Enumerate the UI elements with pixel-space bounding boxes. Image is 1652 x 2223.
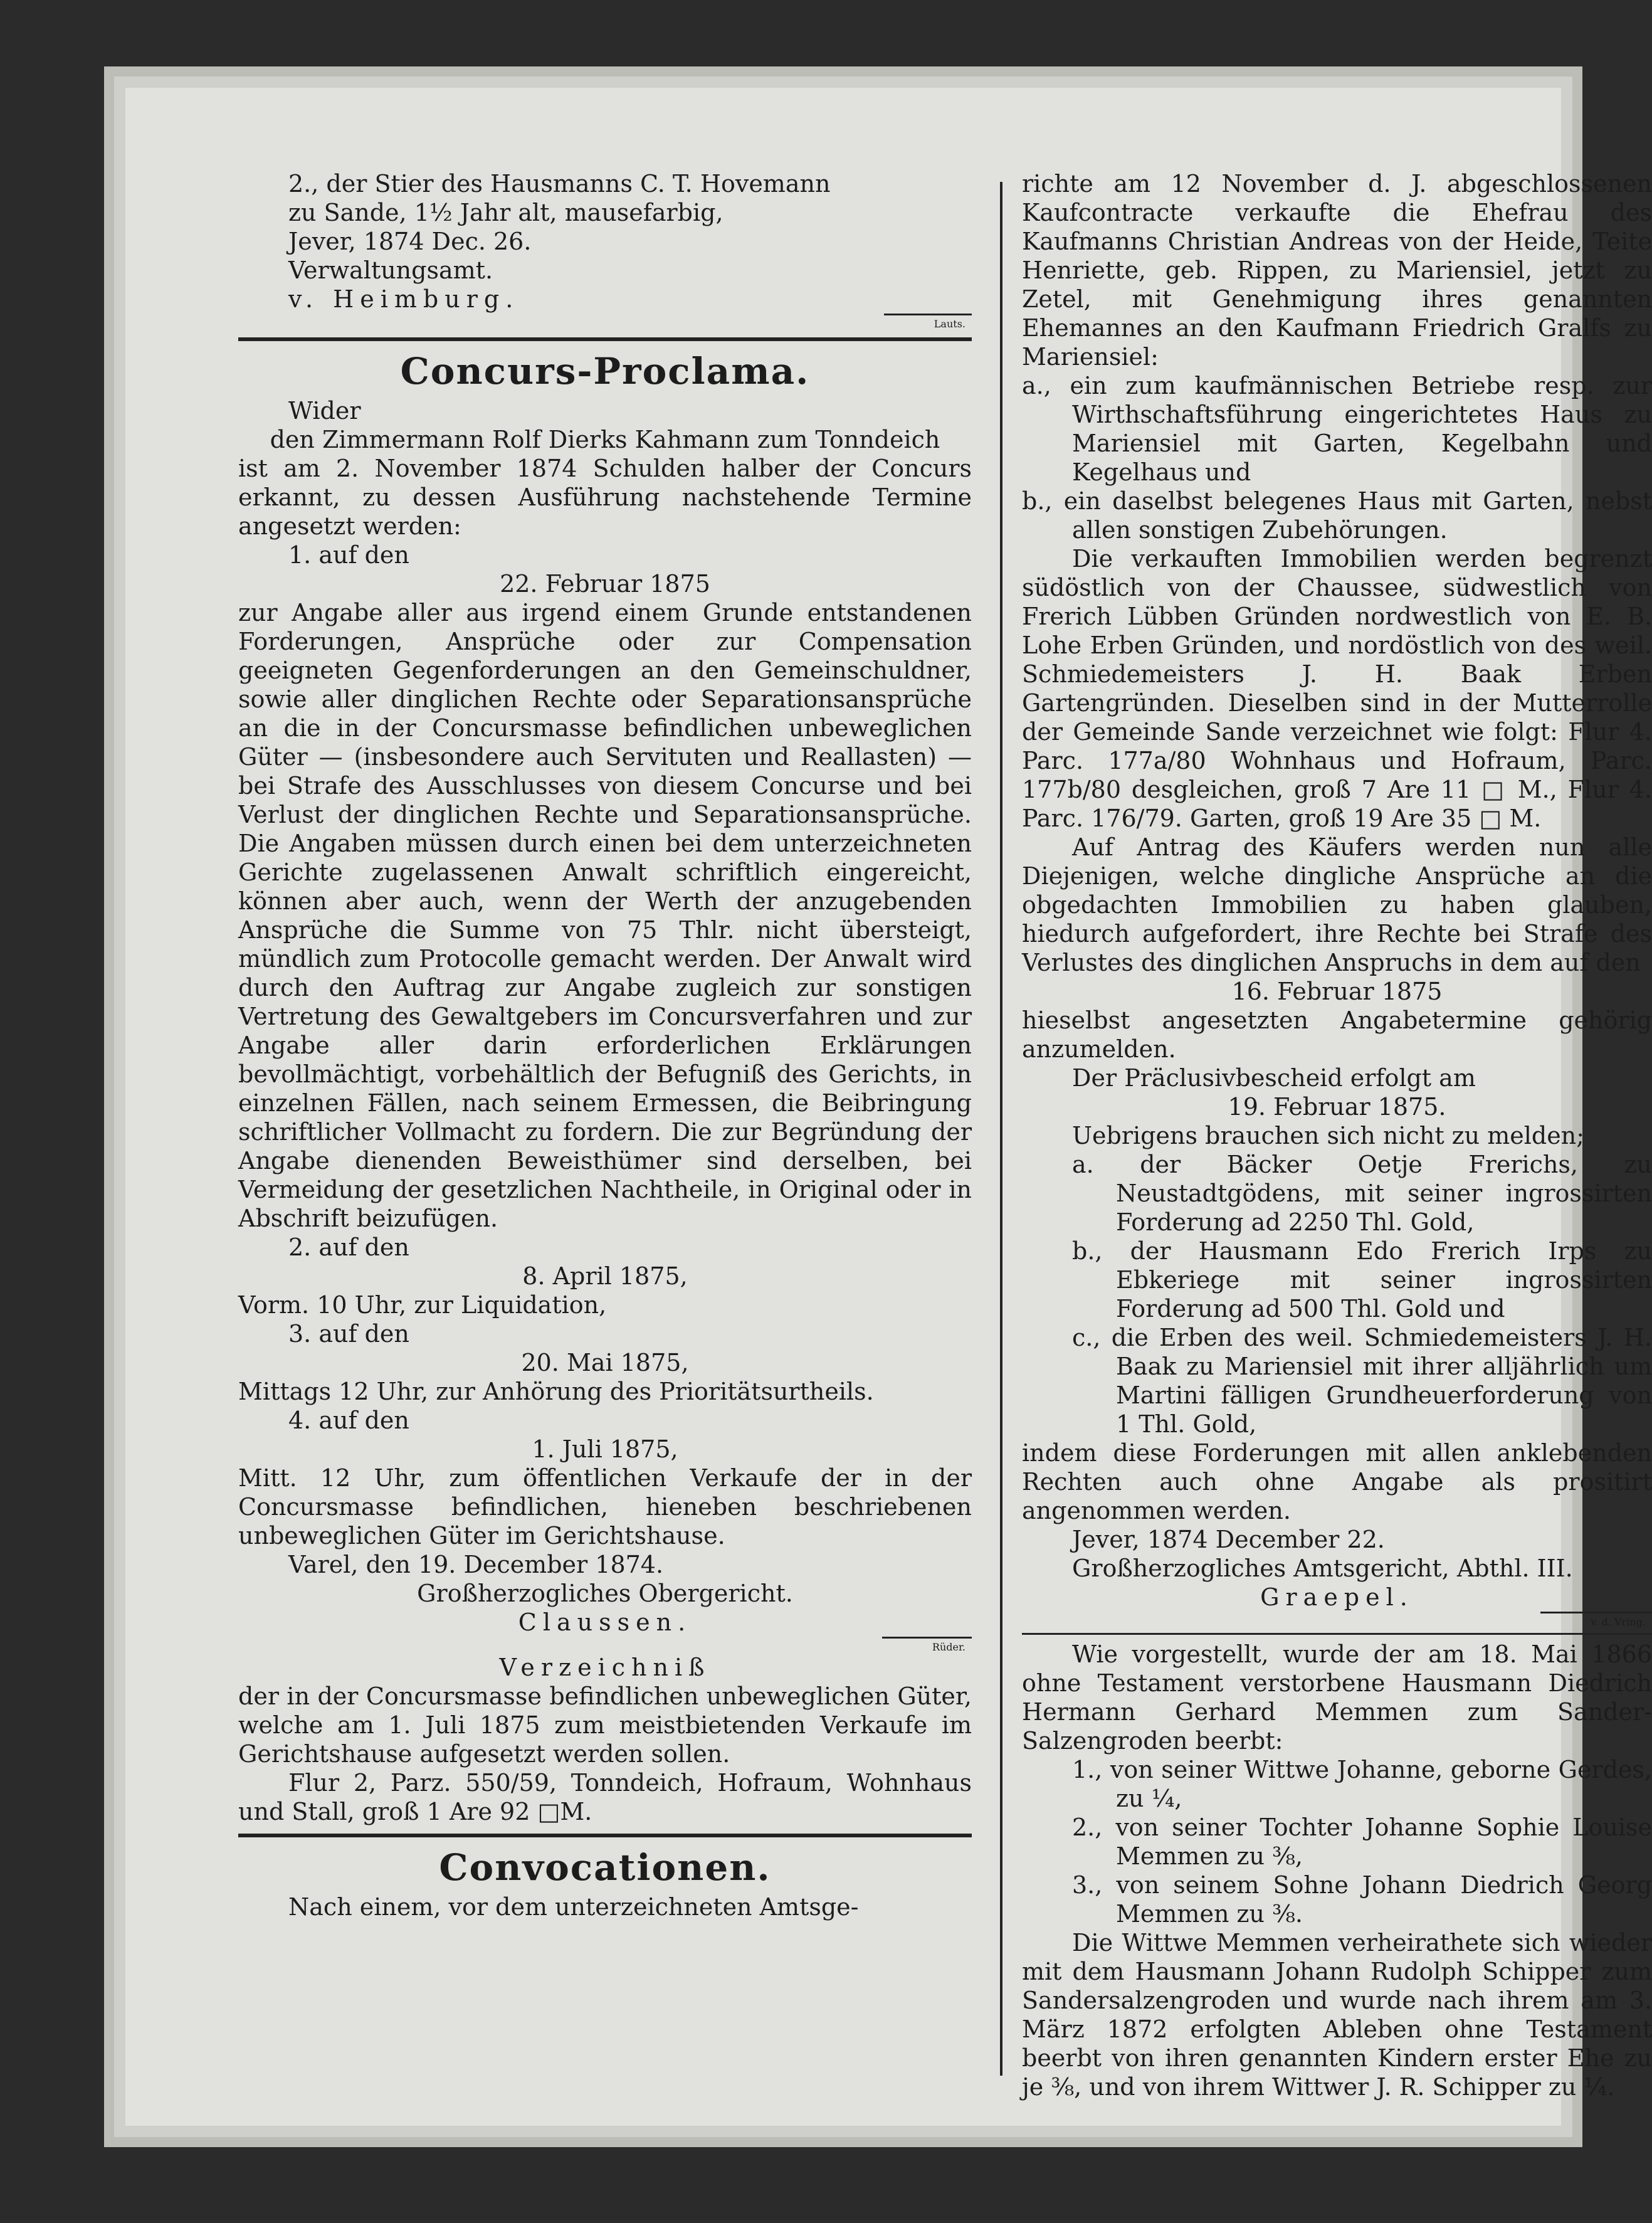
list-item: b., ein daselbst belegenes Haus mit Garten, nebst allen sonstigen Zubehörungen. bbox=[1022, 487, 1652, 544]
paragraph: indem diese Forderungen mit allen anklebenden Rechten auch ohne Angabe als prositirt angenommen werden. bbox=[1022, 1439, 1652, 1524]
paragraph: ist am 2. November 1874 Schulden halber der Concurs erkannt, zu dessen Ausführung nachstehende Termine angesetzt werden: bbox=[238, 455, 972, 540]
court-name: Großherzogliches Amtsgericht, Abthl. III. bbox=[1072, 1555, 1573, 1582]
paragraph: zur Angabe aller aus irgend einem Grunde entstandenen Forderungen, Ansprüche oder zur Compensation geeigneten Gegenforderungen an den Gemeinschuldner, sowie aller dinglichen Rechte oder Separationsansprüche an die in der Concursmasse befindlichen unbeweglichen Güter — (insbesondere auch Servituten und Reallasten) — bei Strafe des Ausschlusses von diesem Concurse und bei Verlust der dinglichen Rechte und Separationsansprüche. Die Angaben müssen durch einen bei dem unterzeichneten Gerichte zugelassenen Anwalt schriftlich eingereicht, können aber auch, wenn der Werth der anzugebenden Ansprüche die Summe von 75 Thlr. nicht übersteigt, mündlich zum Protocolle gemacht werden. Der Anwalt wird durch den Auftrag zur Angabe zugleich zur sonstigen Vertretung des Gewaltgebers im Concursverfahren und zur Angabe aller darin erforderlichen Erklärungen bevollmächtigt, vorbehältlich der Befugniß des Gerichts, in einzelnen Fällen, nach seinem Ermessen, die Beibringung schriftlicher Vollmacht zu fordern. Die zur Begründung der Angabe dienenden Beweisthümer sind derselben, bei Vermeidung der gesetzlichen Nachtheile, in Original oder in Abschrift beizufügen. bbox=[238, 599, 972, 1232]
newspaper-page bbox=[125, 88, 1652, 2126]
notice-line: Verwaltungsamt. bbox=[288, 256, 493, 284]
paragraph: Vorm. 10 Uhr, zur Liquidation, bbox=[238, 1291, 607, 1319]
paragraph: Die Wittwe Memmen verheirathete sich wieder mit dem Hausmann Johann Rudolph Schipper zum Sandersalzengroden und wurde nach ihrem am 3. März 1872 erfolgten Ableben ohne Testament beerbt von ihren genannten Kindern erster Ehe zu je ⅜, und von ihrem Wittwer J. R. Schipper zu ¼. bbox=[1022, 1929, 1652, 2101]
court-name: Großherzogliches Obergericht. bbox=[417, 1580, 793, 1607]
convocationen-section bbox=[238, 1846, 972, 1921]
right-column bbox=[1022, 169, 1652, 2101]
paragraph: der in der Concursmasse befindlichen unbeweglichen Güter, welche am 1. Juli 1875 zum meistbietenden Verkaufe im Gerichtshause aufgesetzt werden sollen. bbox=[238, 1682, 972, 1768]
date-line: 22. Februar 1875 bbox=[500, 570, 710, 598]
date-line: 19. Februar 1875. bbox=[1228, 1093, 1446, 1121]
list-item: a. der Bäcker Oetje Frerichs, zu Neustadtgödens, mit seiner ingrossirten Forderung ad 2250 Thl. Gold, bbox=[1072, 1151, 1652, 1236]
paragraph: 4. auf den bbox=[288, 1407, 409, 1434]
notice-line: v. Heimburg. bbox=[288, 285, 520, 313]
section-title: Concurs-Proclama. bbox=[400, 350, 810, 393]
date-line: 20. Mai 1875, bbox=[521, 1349, 689, 1376]
date-line: 8. April 1875, bbox=[522, 1262, 688, 1290]
paragraph: Der Präclusivbescheid erfolgt am bbox=[1072, 1064, 1476, 1092]
section-subtitle: Verzeichniß bbox=[499, 1654, 711, 1681]
property-item: Flur 2, Parz. 550/59, Tonndeich, Hofraum, Wohnhaus und Stall, groß 1 Are 92 □M. bbox=[238, 1769, 972, 1825]
verzeichniss-section bbox=[238, 1653, 972, 1826]
top-notice bbox=[238, 169, 972, 330]
list-item: b., der Hausmann Edo Frerich Irps zu Ebkeriege mit seiner ingrossirten Forderung ad 500 Thl. Gold und bbox=[1072, 1237, 1652, 1323]
paragraph: Auf Antrag des Käufers werden nun alle Diejenigen, welche dingliche Ansprüche an die obgedachten Immobilien zu haben glauben, hiedurch aufgefordert, ihre Rechte bei Strafe des Verlustes des dinglichen Anspruchs in dem auf den bbox=[1022, 833, 1652, 976]
date-line: 16. Februar 1875 bbox=[1231, 978, 1443, 1005]
paragraph: den Zimmermann Rolf Dierks Kahmann zum Tonndeich bbox=[270, 426, 940, 453]
judge-name: Graepel. bbox=[1260, 1583, 1414, 1611]
paragraph: Wie vorgestellt, wurde der am 18. Mai 1866 ohne Testament verstorbene Hausmann Diedrich Hermann Gerhard Memmen zum Sander-Salzengroden beerbt: bbox=[1022, 1640, 1652, 1755]
list-item: a., ein zum kaufmännischen Betriebe resp. zur Wirthschaftsführung eingerichtetes Haus zu Mariensiel mit Garten, Kegelbahn und Kegelhaus und bbox=[1022, 372, 1652, 486]
notice-line: Jever, 1874 Dec. 26. bbox=[288, 228, 532, 255]
paragraph: richte am 12 November d. J. abgeschlossenen Kaufcontracte verkaufte die Ehefrau des Kaufmanns Christian Andreas von der Heide, Teite Henriette, geb. Rippen, zu Mariensiel, jetzt zu Zetel, mit Genehmigung ihres genannten Ehemannes an den Kaufmann Friedrich Gralfs zu Mariensiel: bbox=[1022, 170, 1652, 371]
paragraph: Uebrigens brauchen sich nicht zu melden; bbox=[1072, 1122, 1584, 1149]
notice-signer: Lauts. bbox=[238, 314, 972, 330]
clerk-signer: v. d. Vring. bbox=[1022, 1612, 1652, 1628]
paragraph: Mittags 12 Uhr, zur Anhörung des Prioritätsurtheils. bbox=[238, 1378, 874, 1405]
section-rule bbox=[238, 1834, 972, 1837]
paragraph: Wider bbox=[288, 397, 361, 425]
heir-item: 3., von seinem Sohne Johann Diedrich Georg Memmen zu ⅜. bbox=[1072, 1871, 1652, 1928]
place-date: Jever, 1874 December 22. bbox=[1072, 1526, 1385, 1553]
section-title: Convocationen. bbox=[439, 1846, 771, 1889]
paragraph: 3. auf den bbox=[288, 1320, 409, 1348]
paragraph: Nach einem, vor dem unterzeichneten Amtsge- bbox=[288, 1893, 859, 1921]
paragraph: hieselbst angesetzten Angabetermine gehörig anzumelden. bbox=[1022, 1006, 1652, 1063]
concurs-signer: Rüder. bbox=[238, 1637, 972, 1653]
notice-line: 2., der Stier des Hausmanns C. T. Hovemann bbox=[288, 170, 831, 198]
section-rule bbox=[1022, 1633, 1652, 1635]
place-date: Varel, den 19. December 1874. bbox=[288, 1551, 664, 1578]
paragraph: Die verkauften Immobilien werden begrenzt südöstlich von der Chaussee, südwestlich von Frerich Lübben Gründen nordwestlich von E. B. Lohe Erben Gründen, und nordöstlich von des weil. Schmiedemeisters J. H. Baak Erben Gartengründen. Dieselben sind in der Mutterrolle der Gemeinde Sande verzeichnet wie folgt: Flur 4. Parc. 177a/80 Wohnhaus und Hofraum, Parc. 177b/80 desgleichen, groß 7 Are 11 □ M., Flur 4. Parc. 176/79. Garten, groß 19 Are 35 □ M. bbox=[1022, 545, 1652, 832]
section-rule bbox=[238, 337, 972, 341]
date-line: 1. Juli 1875, bbox=[532, 1435, 678, 1463]
heir-item: 2., von seiner Tochter Johanne Sophie Louise Memmen zu ⅜, bbox=[1072, 1814, 1652, 1870]
notice-line: zu Sande, 1½ Jahr alt, mausefarbig, bbox=[288, 199, 723, 226]
heir-item: 1., von seiner Wittwe Johanne, geborne Gerdes, zu ¼, bbox=[1072, 1756, 1652, 1812]
paragraph: Mitt. 12 Uhr, zum öffentlichen Verkaufe der in der Concursmasse befindlichen, hieneben beschriebenen unbeweglichen Güter im Gerichtshause. bbox=[238, 1464, 972, 1550]
paragraph: 2. auf den bbox=[288, 1233, 409, 1261]
judge-name: Claussen. bbox=[518, 1608, 692, 1636]
left-column bbox=[238, 169, 972, 1921]
list-item: c., die Erben des weil. Schmiedemeisters J. H. Baak zu Mariensiel mit ihrer alljährlich um Martini fälligen Grundheuerforderung von 1 Thl. Gold, bbox=[1072, 1324, 1652, 1438]
paragraph: 1. auf den bbox=[288, 541, 409, 569]
concurs-section bbox=[238, 350, 972, 1653]
column-divider bbox=[1000, 182, 1002, 2076]
